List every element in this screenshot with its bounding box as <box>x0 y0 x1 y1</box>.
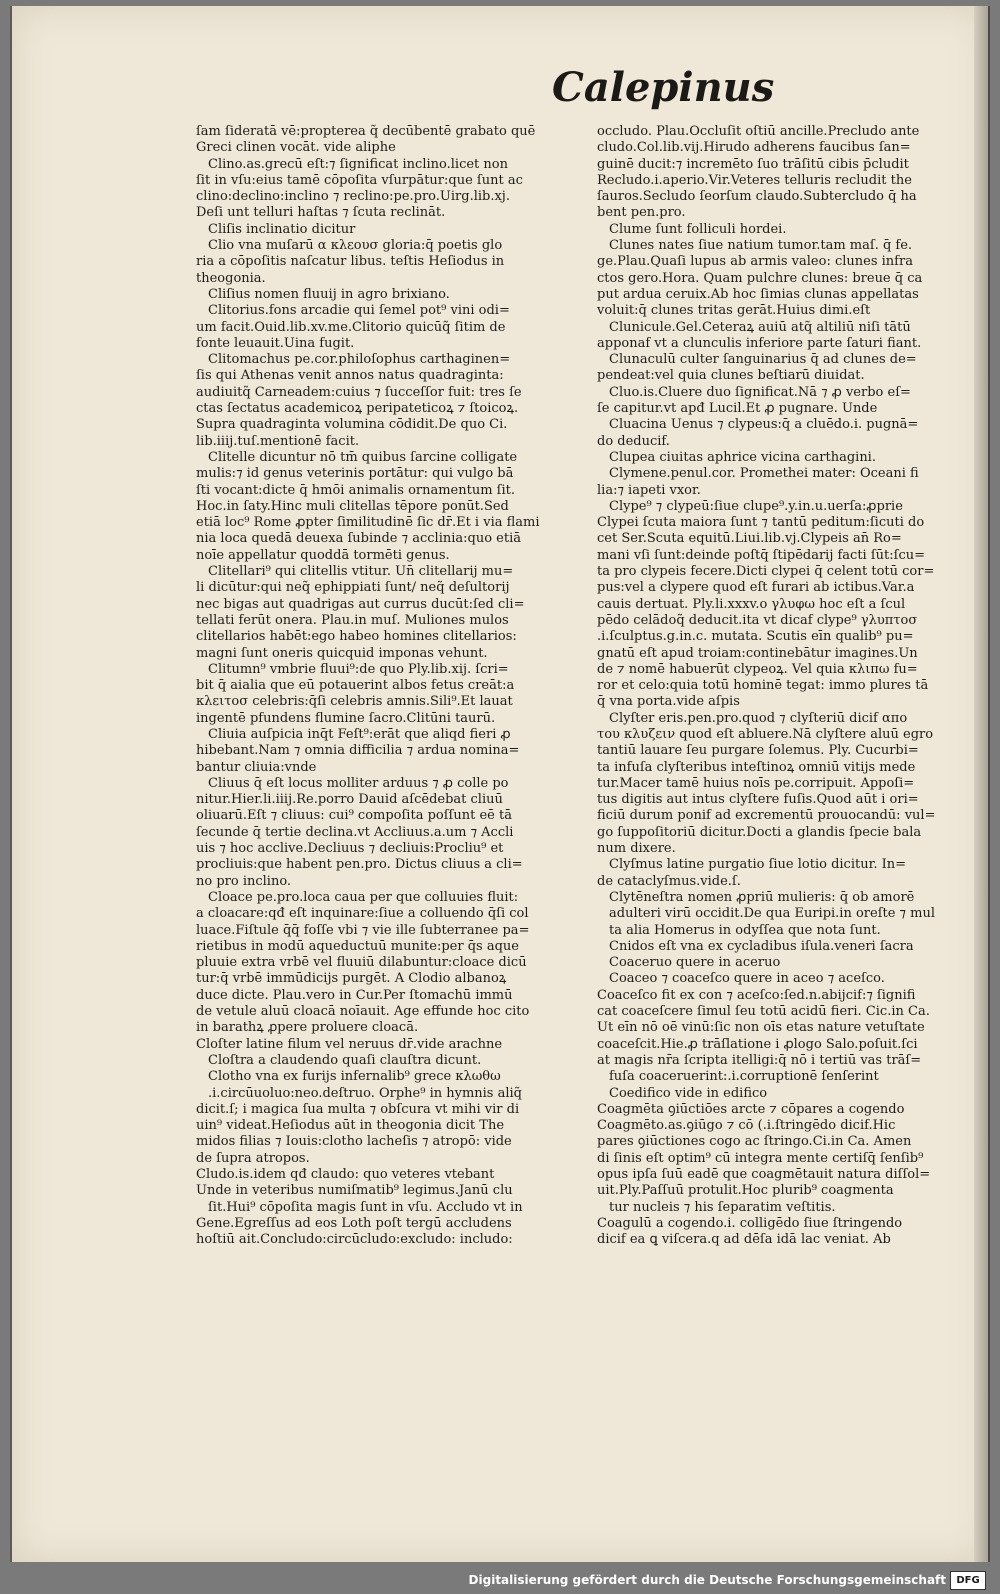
text-line: Clunaculū culter ſanguinarius q̄ ad clunes de= <box>609 352 917 368</box>
text-line: Clupea ciuitas aphrice vicina carthagini. <box>609 449 876 465</box>
text-line: num dixere. <box>597 841 676 857</box>
running-head: Calepinus <box>552 64 775 111</box>
text-line: di ſinis eſt optim⁹ cū integra mente certiſq̄ ſenſib⁹ <box>597 1150 924 1166</box>
text-line: do deducif. <box>597 433 670 449</box>
text-line: Clyſmus latine purgatio ſiue lotio dicitur. In= <box>609 857 907 873</box>
text-line: magni ſunt oneris quicquid imponas vehunt. <box>196 645 488 661</box>
text-line: clino:declino:inclino ⁊ reclino:pe.pro.Uirg.lib.xj. <box>196 189 510 205</box>
text-line: apponaf vt a clunculis inferiore parte ſaturi fiant. <box>597 335 922 351</box>
text-line: hoſtiū ait.Concludo:circūcludo:excludo: includo: <box>196 1232 513 1248</box>
text-line: Cluo.is.Cluere duo ſignificat.Nā ⁊ ꝓ verbo eſ= <box>609 384 911 400</box>
text-line: Gene.Egreſſus ad eos Loth poſt tergū accludens <box>196 1215 512 1231</box>
text-line: cet Ser.Scuta equitū.Liui.lib.vj.Clypeis an̄ Ro= <box>597 531 902 547</box>
text-line: a cloacare:qđ eſt inquinare:ſiue a colluendo q̄ſi col <box>196 906 529 922</box>
text-line: Clunicule.Gel.Ceteraꝝ auiū atq̃ altiliū niſi tātū <box>609 319 911 335</box>
text-line: mulis:⁊ id genus veterinis portātur: qui vulgo bā <box>196 466 514 482</box>
text-line: fonte leuauit.Uina fugit. <box>196 335 355 351</box>
text-line: tellati ferūt onera. Plau.in muſ. Muliones mulos <box>196 612 509 628</box>
text-line: lib.iiij.tuſ.mentionē facit. <box>196 433 360 449</box>
text-line: Supra quadraginta volumina cōdidit.De quo Ci. <box>196 417 508 433</box>
text-line: nec bigas aut quadrigas aut currus ducūt:ſed cli= <box>196 596 525 612</box>
text-line: ſis qui Athenas venit annos natus quadraginta: <box>196 368 504 384</box>
text-line: ficiū durum ponif ad excrementū prouocandū: vul= <box>597 808 936 824</box>
text-line: go ſuppoſitoriū dicitur.Docti a glandis ſpecie bala <box>597 824 922 840</box>
text-line: li dicūtur:qui neq̃ ephippiati ſunt/ neq̃ deſultorij <box>196 580 510 596</box>
text-line: Clypei ſcuta maiora ſunt ⁊ tantū peditum:ſicuti do <box>597 515 925 531</box>
text-line: mani vſi ſunt:deinde poſtq̄ ſtipēdarij facti ſūt:ſcu= <box>597 547 925 563</box>
text-line: uin⁹ videat.Heſiodus aūt in theogonia dicit The <box>196 1118 505 1134</box>
text-line: ſam ſideratā vē:propterea q̃ decūbentē grabato quē <box>196 124 536 139</box>
text-line: pares ꝯiūctiones cogo ac ſtringo.Ci.in Ca. Amen <box>597 1134 912 1150</box>
text-line: Clitomachus pe.cor.philoſophus carthaginen= <box>208 352 511 368</box>
text-line: ſti vocant:dicte q̄ hmōi animalis ornamentum ſit. <box>196 482 516 498</box>
text-line: oliuarū.Eſt ⁊ cliuus: cui⁹ compoſita poſſunt eē tā <box>196 808 512 824</box>
text-line: Clio vna muſarū α κλεουσ gloria:q̄ poetis glo <box>208 238 503 254</box>
text-line: Cliuus q̄ eſt locus molliter arduus ⁊ ꝓ colle po <box>208 775 509 791</box>
text-line: de ſupra atropos. <box>196 1150 310 1166</box>
text-line: voluit:q̄ clunes tritas gerāt.Huius dimi.eſt <box>597 303 871 319</box>
text-line: tus digitis aut intus clyſtere fuſis.Quod aūt i ori= <box>597 792 919 808</box>
text-line: Ut eīn nō oē vinū:ſic non oīs etas nature vetuſtate <box>597 1020 925 1036</box>
text-line: Cliſis inclinatio dicitur <box>208 221 356 237</box>
text-line: ta infuſa clyſteribus inteſtinoꝝ omniū vitijs mede <box>597 759 916 775</box>
text-line: Coagmēta ꝯiūctiōes arcte ⁊ cōpares a cogendo <box>597 1101 905 1117</box>
text-line: ſit.Hui⁹ cōpoſita magis ſunt in vſu. Accludo vt in <box>208 1199 523 1215</box>
text-line: dicif ea ꝗ viſcera.q ad dēſa idā lac veniat. Ab <box>597 1232 891 1248</box>
text-line: Clype⁹ ⁊ clypeū:ſiue clupe⁹.y.in.u.uerſa:ꝓprie <box>609 498 903 514</box>
text-line: de vetule aluū cloacā noīauit. Age effunde hoc cito <box>196 1004 530 1020</box>
text-line: cauis dertuat. Ply.li.xxxv.o γλυφω hoc eſt a ſcul <box>597 596 906 612</box>
text-line: noīe appellatur quoddā tormēti genus. <box>196 547 450 563</box>
text-line: Coagmēto.as.ꝯiūgo ⁊ cō (.i.ſtringēdo dicif.Hic <box>597 1118 896 1134</box>
text-line: Greci clinen vocāt. vide aliphe <box>196 140 396 156</box>
text-line: no pro inclino. <box>196 873 292 889</box>
text-line: duce dicte. Plau.vero in Cur.Per ſtomachū immū <box>196 987 513 1003</box>
text-line: Cludo.is.idem qđ claudo: quo veteres vtebant <box>196 1167 495 1182</box>
text-line: Coaceruo quere in aceruo <box>609 955 781 971</box>
text-line: ctas ſectatus academicoꝝ peripateticoꝝ ⁊ ſtoicoꝝ. <box>196 401 519 417</box>
text-line: procliuis:que habent pen.pro. Dictus cliuus a cli= <box>196 857 523 873</box>
text-line: Cloſter latine filum vel neruus dr̄.vide arachne <box>196 1036 503 1052</box>
text-line: Clitellari⁹ qui clitellis vtitur. Un̄ clitellarij mu= <box>208 564 514 580</box>
text-line: ta alia Homerus in odyſſea que nota ſunt. <box>609 922 881 938</box>
text-line: lia:⁊ iapeti vxor. <box>597 482 701 498</box>
text-line: etiā loc⁹ Rome ꝓpter ſimilitudinē ſic dr̄.Et i via flami <box>196 515 540 531</box>
text-line: Clitelle dicuntur nō tm̄ quibus ſarcine colligate <box>208 449 518 465</box>
text-line: ta pro clypeis fecere.Dicti clypei q̄ celent totū cor= <box>597 564 935 580</box>
text-line: pēdo celādoq̃ deducit.ita vt dicaf clype⁹ γλυπτοσ <box>597 612 918 628</box>
text-line: ge.Plau.Quaſi lupus ab armis valeo: clunes infra <box>597 254 913 270</box>
text-line: Clotho vna ex furijs infernalib⁹ grece κλωθω <box>208 1069 501 1085</box>
text-line: Cnidos eſt vna ex cycladibus iſula.veneri ſacra <box>609 938 914 954</box>
footer-bar <box>0 1568 1000 1594</box>
text-line: cludo.Col.lib.vij.Hirudo adherens faucibus ſan= <box>597 140 911 156</box>
text-line: cat coaceſcere ſimul ſeu totū acidū fieri. Cic.in Ca. <box>597 1004 930 1020</box>
text-line: tantiū lauare ſeu purgare ſolemus. Ply. Cucurbi= <box>597 743 919 759</box>
dfg-logo: DFG <box>950 1571 986 1590</box>
text-line: .i.circūuoluo:neo.deſtruo. Orphe⁹ in hymnis aliq̃ <box>208 1085 522 1101</box>
text-line: um facit.Ouid.lib.xv.me.Clitorio quicūq̃ ſitim de <box>196 319 506 335</box>
text-line: bent pen.pro. <box>597 205 686 221</box>
text-line: .i.ſculptus.g.in.c. mutata. Scutis eīn qualib⁹ pu= <box>597 629 914 645</box>
text-line: uis ⁊ hoc acclive.Decliuus ⁊ decliuis:Procliu⁹ et <box>196 841 504 857</box>
text-line: κλειτοσ celebris:q̄ſi celebris amnis.Sili⁹.Et lauat <box>196 694 513 710</box>
text-line: Cloace pe.pro.loca caua per que colluuies fluit: <box>208 889 519 905</box>
text-line: ror et celo:quia totū hominē tegat: immo plures tā <box>597 678 929 694</box>
right-text-column <box>597 124 973 1254</box>
text-line: clitellarios habēt:ego habeo homines clitellarios: <box>196 629 517 645</box>
text-line: Clume ſunt folliculi hordei. <box>609 221 787 237</box>
text-line: Hoc.in ſaty.Hinc muli clitellas tēpore ponūt.Sed <box>196 498 509 514</box>
text-line: bit q̄ aialia que eū potauerint albos fetus creāt:a <box>196 678 515 694</box>
text-line: luace.Fiſtule q̄q̄ foſſe vbi ⁊ vie ille ſubterranee pa= <box>196 922 530 938</box>
text-line: nitur.Hier.li.iiij.Re.porro Dauid aſcēdebat cliuū <box>196 792 503 808</box>
text-line: hibebant.Nam ⁊ omnia difficilia ⁊ ardua nomina= <box>196 743 520 759</box>
text-line: tur:q̄ vrbē immūdicijs purgēt. A Clodio albanoꝝ <box>196 971 507 987</box>
text-line: Clymene.penul.cor. Promethei mater: Oceani fi <box>609 466 919 482</box>
text-line: Cliuia auſpicia inq̄t Feſt⁹:erāt que aliqd fieri ꝓ <box>208 726 511 742</box>
text-line: de cataclyſmus.vide.ſ. <box>597 873 741 889</box>
text-line: de ⁊ nomē habuerūt clypeoꝝ. Vel quia κλιπω fu= <box>597 661 918 677</box>
text-line: Coaceſco fit ex con ⁊ aceſco:ſed.n.abijcif:⁊ ſignifi <box>597 987 916 1003</box>
text-line: adulteri virū occidit.De qua Euripi.in oreſte ⁊ mul <box>609 906 936 922</box>
text-line: uit.Ply.Paſſuū protulit.Hoc plurib⁹ coagmenta <box>597 1183 894 1199</box>
text-line: Clino.as.grecū eſt:⁊ ſignificat inclino.licet non <box>208 156 508 172</box>
text-line: dicit.ſ; i magica ſua multa ⁊ obſcura vt mihi vir di <box>196 1101 520 1117</box>
text-line: pus:vel a clypere quod eſt furari ab ictibus.Var.a <box>597 580 915 596</box>
text-line: ſauros.Secludo ſeorſum claudo.Subtercludo q̄ ha <box>597 189 917 205</box>
text-line: ſit in vſu:eius tamē cōpoſita vſurpātur:que ſunt ac <box>196 172 523 188</box>
page-edge <box>974 6 988 1562</box>
text-line: Deſi unt telluri haſtas ⁊ ſcuta reclināt. <box>196 205 446 221</box>
funding-credit: Digitalisierung gefördert durch die Deutsche Forschungsgemeinschaft <box>468 1573 946 1587</box>
text-line: tur nucleis ⁊ his ſeparatim veſtitis. <box>609 1199 836 1215</box>
text-line: ſe capitur.vt apđ Lucil.Et ꝓ pugnare. Unde <box>597 401 878 417</box>
text-line: fuſa coaceruerint:.i.corruptionē ſenſerint <box>609 1069 879 1085</box>
text-line: του κλυζειν quod eſt abluere.Nā clyſtere aluū egro <box>597 726 934 742</box>
text-line: ria a cōpoſitis naſcatur libus. teſtis Heſiodus in <box>196 254 505 270</box>
text-line: midos filias ⁊ Iouis:clotho lacheſis ⁊ atropō: vide <box>196 1134 512 1150</box>
text-line: Clytēneſtra nomen ꝓpriū mulieris: q̄ ob amorē <box>609 889 915 905</box>
text-line: guinē ducit:⁊ incremēto ſuo trāſitū cibis p̄cludit <box>597 156 909 172</box>
text-line: ingentē pfundens flumine ſacro.Clitūni taurū. <box>196 710 496 726</box>
text-line: pendeat:vel quia clunes beſtiarū diuidat. <box>597 368 865 384</box>
text-line: Cluacina Uenus ⁊ clypeus:q̄ a cluēdo.i. pugnā= <box>609 417 919 433</box>
text-line: opus ipſa ſuū eadē que coagmētauit natura diſſol= <box>597 1167 931 1182</box>
text-line: at magis nr̄a ſcripta itelligi:q̄ nō i tertiū vas trāſ= <box>597 1052 922 1068</box>
text-line: ctos gero.Hora. Quam pulchre clunes: breue q̄ ca <box>597 270 923 286</box>
text-line: ſecunde q̄ tertie declina.vt Accliuus.a.um ⁊ Accli <box>196 824 514 840</box>
text-line: tur.Macer tamē huius noīs pe.corripuit. Appoſi= <box>597 775 915 791</box>
text-line: occludo. Plau.Occluſit oſtiū ancille.Precludo ante <box>597 124 920 139</box>
left-text-column <box>196 124 572 1254</box>
text-line: Coagulū a cogendo.i. colligēdo ſiue ſtringendo <box>597 1215 903 1231</box>
text-line: rietibus in modū aqueductuū munite:per q̄s aque <box>196 938 519 954</box>
text-line: put ardua ceruix.Ab hoc ſimias clunas appellatas <box>597 286 919 302</box>
text-line: Clitorius.fons arcadie qui ſemel pot⁹ vini odi= <box>208 303 510 319</box>
text-line: Cloſtra a claudendo quaſi clauſtra dicunt. <box>208 1052 482 1068</box>
text-line: q̄ vna porta.vide aſpis <box>597 694 740 710</box>
text-line: in barathꝝ ꝓpere proluere cloacā. <box>196 1020 419 1036</box>
text-line: gnatū eſt apud troiam:continebātur imagines.Un <box>597 645 918 661</box>
text-line: Clyſter eris.pen.pro.quod ⁊ clyſteriū dicif απο <box>609 710 908 726</box>
text-line: coaceſcit.Hie.ꝓ trāſlatione i ꝓlogo Salo.poſuit.ſci <box>597 1036 918 1052</box>
text-line: Clitumn⁹ vmbrie fluui⁹:de quo Ply.lib.xij. ſcri= <box>208 661 509 677</box>
text-line: nia loca quedā deuexa ſubinde ⁊ acclinia:quo etiā <box>196 531 521 547</box>
text-line: Unde in veteribus numiſmatib⁹ legimus.Janū clu <box>196 1183 513 1199</box>
text-line: Coedifico vide in edifico <box>609 1085 768 1101</box>
text-line: bantur cliuia:vnde <box>196 759 317 775</box>
text-line: theogonia. <box>196 270 266 286</box>
text-line: Coaceo ⁊ coaceſco quere in aceo ⁊ aceſco. <box>609 971 885 987</box>
text-line: pluuie extra vrbē vel fluuiū dilabuntur:cloace dicū <box>196 955 527 971</box>
text-line: Recludo.i.aperio.Vir.Veteres telluris recludit the <box>597 172 912 188</box>
text-line: Clunes nates ſiue natium tumor.tam maſ. q̄ fe. <box>609 238 913 254</box>
text-line: audiuitq̃ Carneadem:cuius ⁊ ſucceſſor fuit: tres ſe <box>196 384 522 400</box>
text-line: Cliſius nomen fluuij in agro brixiano. <box>208 286 450 302</box>
